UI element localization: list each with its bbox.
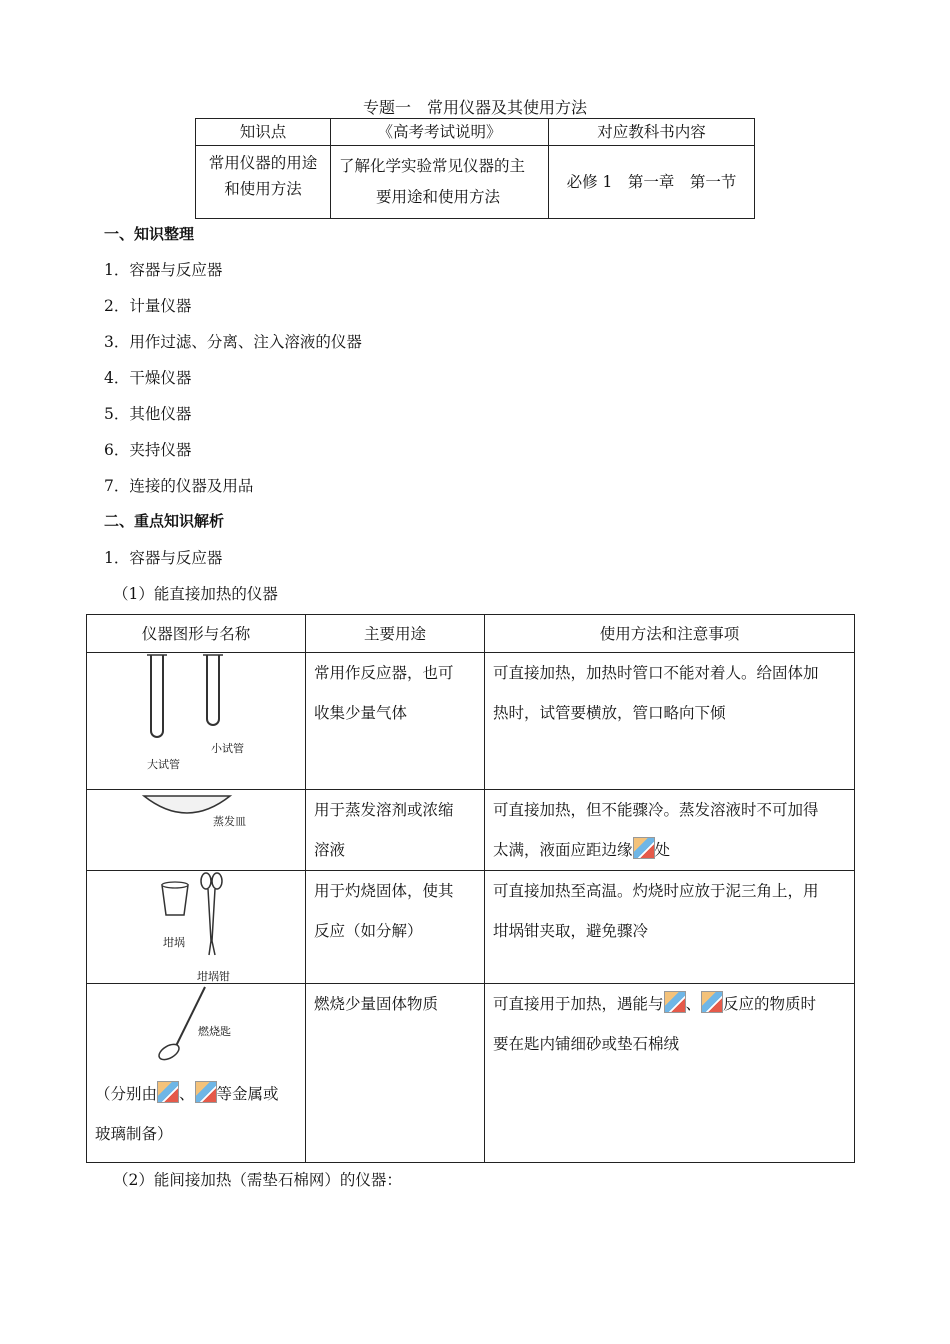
label-crucible: 坩埚 bbox=[163, 936, 185, 949]
section1-heading: 一、知识整理 bbox=[104, 225, 195, 243]
instrument-table bbox=[86, 614, 855, 1163]
label-small-test-tube: 小试管 bbox=[211, 742, 244, 755]
header-instrument: 仪器图形与名称 bbox=[87, 615, 306, 653]
label-combustion-spoon: 燃烧匙 bbox=[198, 1025, 231, 1038]
cell-use: 用于灼烧固体，使其 反应（如分解） bbox=[306, 871, 485, 984]
summary-table bbox=[195, 118, 755, 219]
header-exam: 《高考考试说明》 bbox=[331, 119, 549, 146]
list-item: 3．用作过滤、分离、注入溶液的仪器 bbox=[104, 333, 362, 351]
header-notes: 使用方法和注意事项 bbox=[485, 615, 855, 653]
combustion-spoon-illustration bbox=[87, 984, 305, 1074]
label-evaporating-dish: 蒸发皿 bbox=[213, 815, 246, 828]
subheading-indirect-heat: （2）能间接加热（需垫石棉网）的仪器： bbox=[113, 1171, 402, 1189]
cell-note: 可直接加热至高温。灼烧时应放于泥三角上，用 坩埚钳夹取，避免骤冷 bbox=[485, 871, 855, 984]
cell-spoon-figure bbox=[87, 984, 306, 1163]
label-large-test-tube: 大试管 bbox=[147, 758, 180, 771]
header-use: 主要用途 bbox=[306, 615, 485, 653]
cell-test-tube-figure bbox=[87, 653, 306, 790]
subheading-direct-heat: （1）能直接加热的仪器 bbox=[113, 585, 278, 603]
cell-knowledge: 常用仪器的用途 和使用方法 bbox=[196, 146, 331, 219]
evaporating-dish-illustration bbox=[87, 790, 305, 830]
header-textbook: 对应教科书内容 bbox=[549, 119, 755, 146]
cell-crucible-figure bbox=[87, 871, 306, 984]
list-item: 2．计量仪器 bbox=[104, 297, 192, 315]
cell-note: 可直接加热，加热时管口不能对着人。给固体加 热时，试管要横放，管口略向下倾 bbox=[485, 653, 855, 790]
cell-use: 燃烧少量固体物质 bbox=[306, 984, 485, 1163]
cell-use: 常用作反应器，也可 收集少量气体 bbox=[306, 653, 485, 790]
subheading: 1．容器与反应器 bbox=[104, 549, 223, 567]
cell-note: 可直接加热，但不能骤冷。蒸发溶液时不可加得 太满，液面应距边缘 处 bbox=[485, 790, 855, 871]
cell-exam: 了解化学实验常见仪器的主 要用途和使用方法 bbox=[331, 146, 549, 219]
cell-note: 可直接用于加热，遇能与 、 反应的物质时 要在匙内铺细砂或垫石棉绒 bbox=[485, 984, 855, 1163]
section2-heading: 二、重点知识解析 bbox=[104, 512, 225, 530]
image-placeholder-icon bbox=[664, 991, 686, 1013]
crucible-illustration bbox=[87, 871, 305, 984]
list-item: 7．连接的仪器及用品 bbox=[104, 477, 254, 495]
cell-textbook: 必修 1 第一章 第一节 bbox=[549, 146, 755, 219]
label-crucible-tongs: 坩埚钳 bbox=[197, 970, 230, 983]
test-tube-illustration bbox=[87, 653, 305, 790]
list-item: 6．夹持仪器 bbox=[104, 441, 192, 459]
list-item: 1．容器与反应器 bbox=[104, 261, 223, 279]
spoon-material-note: （分别由 、 等金属或 玻璃制备） bbox=[95, 1074, 279, 1154]
cell-use: 用于蒸发溶剂或浓缩 溶液 bbox=[306, 790, 485, 871]
page-title: 专题一 常用仪器及其使用方法 bbox=[362, 98, 587, 117]
cell-dish-figure bbox=[87, 790, 306, 871]
image-placeholder-icon bbox=[195, 1081, 217, 1103]
image-placeholder-icon bbox=[157, 1081, 179, 1103]
image-placeholder-icon bbox=[701, 991, 723, 1013]
header-knowledge: 知识点 bbox=[196, 119, 331, 146]
list-item: 5．其他仪器 bbox=[104, 405, 192, 423]
list-item: 4．干燥仪器 bbox=[104, 369, 192, 387]
image-placeholder-icon bbox=[633, 837, 655, 859]
